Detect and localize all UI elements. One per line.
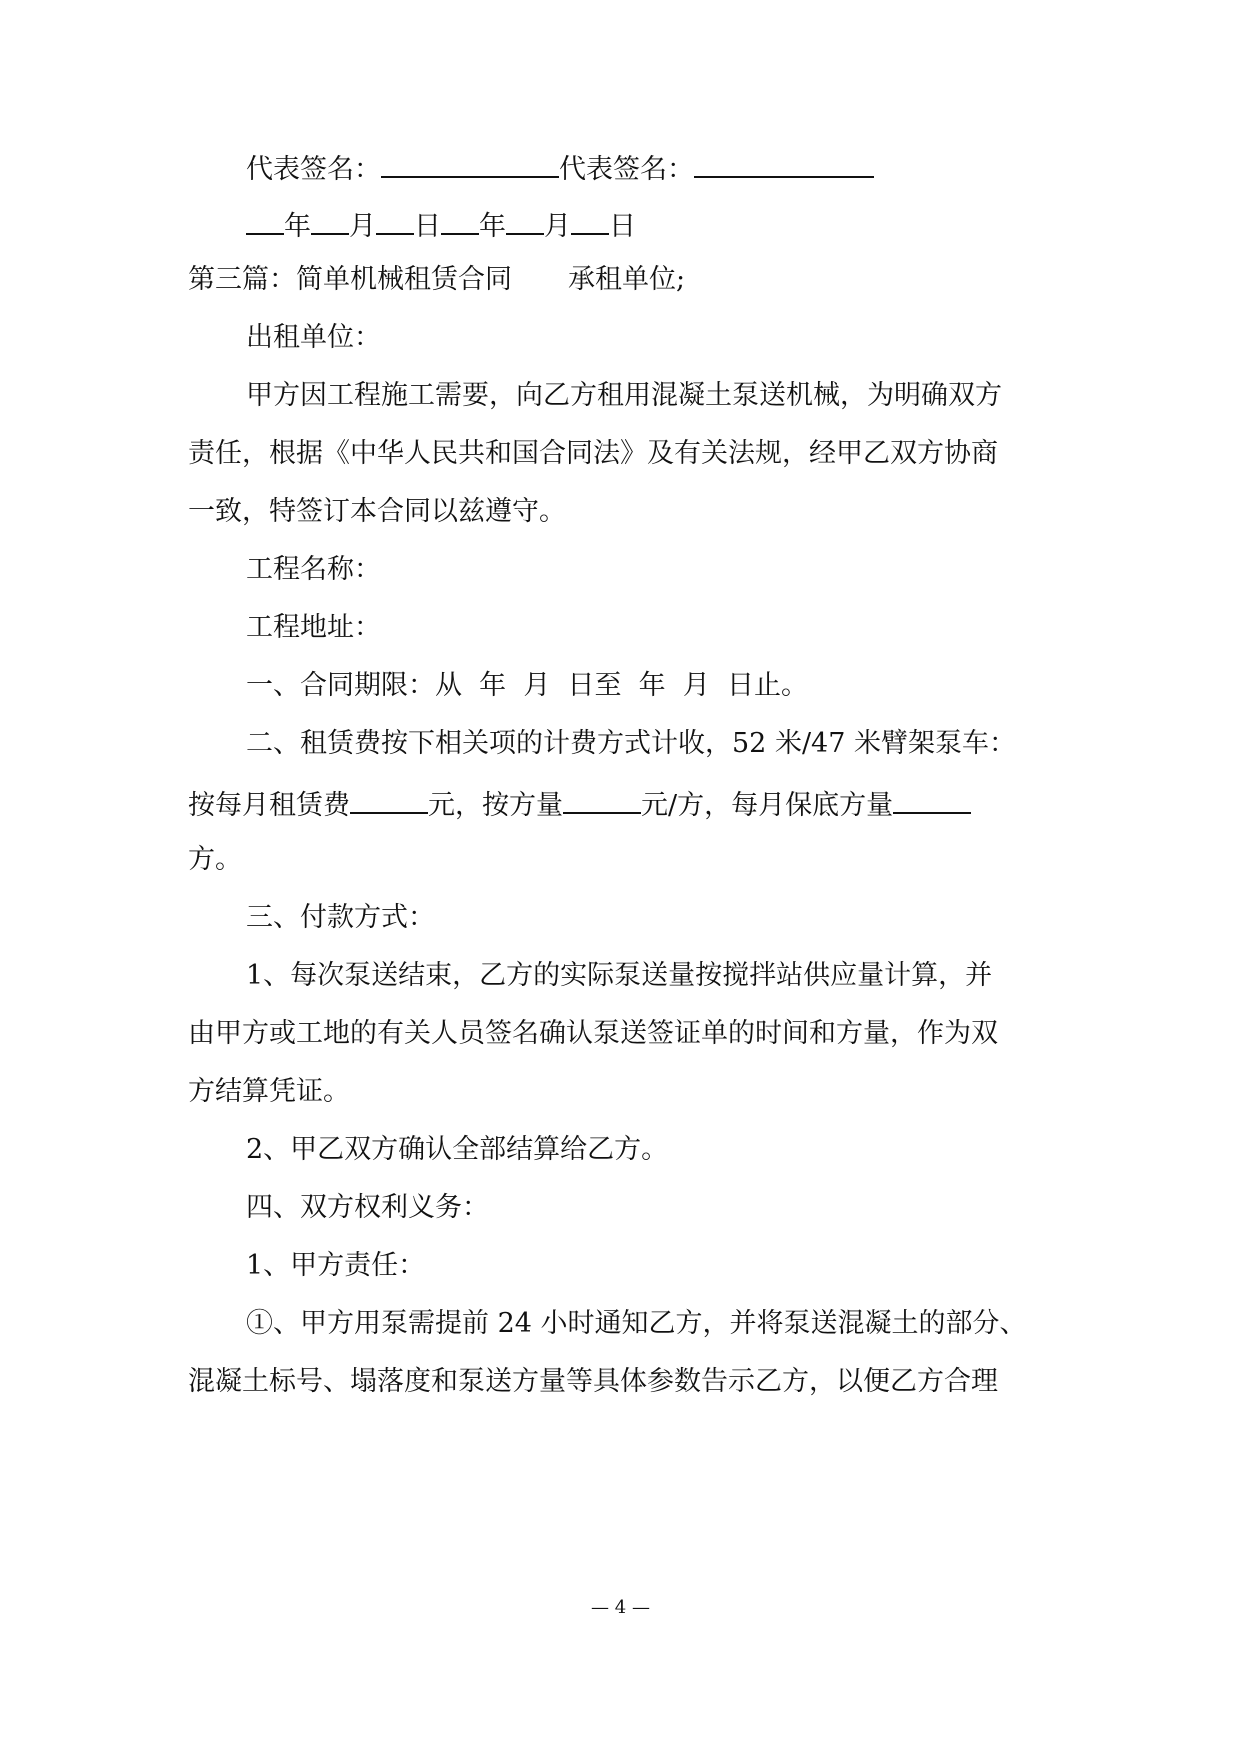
clause-4-sub-1: 1、甲方责任： — [246, 1250, 426, 1281]
clause-3-item-1-line-2: 由甲方或工地的有关人员签名确认泵送签证单的时间和方量，作为双 — [188, 1018, 998, 1049]
clause-4-title: 四、双方权利义务： — [246, 1192, 489, 1223]
section-title-row — [188, 260, 1058, 300]
day-blank — [571, 203, 609, 235]
rep-signature-label-b: 代表签名： — [559, 154, 694, 185]
intro-line-3: 一致，特签订本合同以兹遵守。 — [188, 496, 566, 527]
day-label: 日 — [609, 211, 636, 242]
clause-1-term: 一、合同期限：从 年 月 日至 年 月 日止。 — [246, 670, 808, 701]
day-label: 日 — [414, 211, 441, 242]
date-row — [246, 203, 1058, 247]
month-label: 月 — [544, 211, 571, 242]
project-name-label: 工程名称： — [246, 554, 381, 585]
minimum-volume-label: 元/方，每月保底方量 — [641, 790, 894, 821]
section-title: 第三篇：简单机械租赁合同 — [188, 264, 512, 295]
monthly-rent-label: 按每月租赁费 — [188, 790, 350, 821]
clause-3-title: 三、付款方式： — [246, 902, 435, 933]
year-label: 年 — [479, 211, 506, 242]
volume-rate-label: 元，按方量 — [428, 790, 563, 821]
project-address-label: 工程地址： — [246, 612, 381, 643]
minimum-volume-blank — [893, 782, 971, 814]
rep-signature-blank-b — [694, 146, 874, 178]
year-label: 年 — [284, 211, 311, 242]
rep-signature-label-a: 代表签名： — [246, 154, 381, 185]
lessee-label: 承租单位; — [568, 264, 686, 295]
intro-line-2: 责任，根据《中华人民共和国合同法》及有关法规，经甲乙双方协商 — [188, 438, 998, 469]
clause-3-item-1-line-3: 方结算凭证。 — [188, 1076, 350, 1107]
clause-2-line-3: 方。 — [188, 844, 242, 875]
day-blank — [376, 203, 414, 235]
clause-3-item-1-line-1: 1、每次泵送结束，乙方的实际泵送量按搅拌站供应量计算，并 — [246, 960, 993, 991]
signature-row — [246, 146, 1058, 190]
year-blank — [246, 203, 284, 235]
rep-signature-blank-a — [381, 146, 559, 178]
intro-line-1: 甲方因工程施工需要，向乙方租用混凝土泵送机械，为明确双方 — [246, 380, 1002, 411]
clause-3-item-2: 2、甲乙双方确认全部结算给乙方。 — [246, 1134, 669, 1165]
year-blank — [441, 203, 479, 235]
month-label: 月 — [349, 211, 376, 242]
clause-2-line-1: 二、租赁费按下相关项的计费方式计收，52 米/47 米臂架泵车： — [246, 728, 1016, 759]
clause-2-line-2 — [188, 782, 1058, 826]
volume-rate-blank — [563, 782, 641, 814]
monthly-rent-blank — [350, 782, 428, 814]
page-number: — 4 — — [591, 1597, 650, 1618]
lessor-label: 出租单位： — [246, 322, 381, 353]
clause-4-item-1-line-2: 混凝土标号、塌落度和泵送方量等具体参数告示乙方，以便乙方合理 — [188, 1366, 998, 1397]
month-blank — [506, 203, 544, 235]
month-blank — [311, 203, 349, 235]
clause-4-item-1-line-1: ①、甲方用泵需提前 24 小时通知乙方，并将泵送混凝土的部分、 — [246, 1308, 1027, 1339]
